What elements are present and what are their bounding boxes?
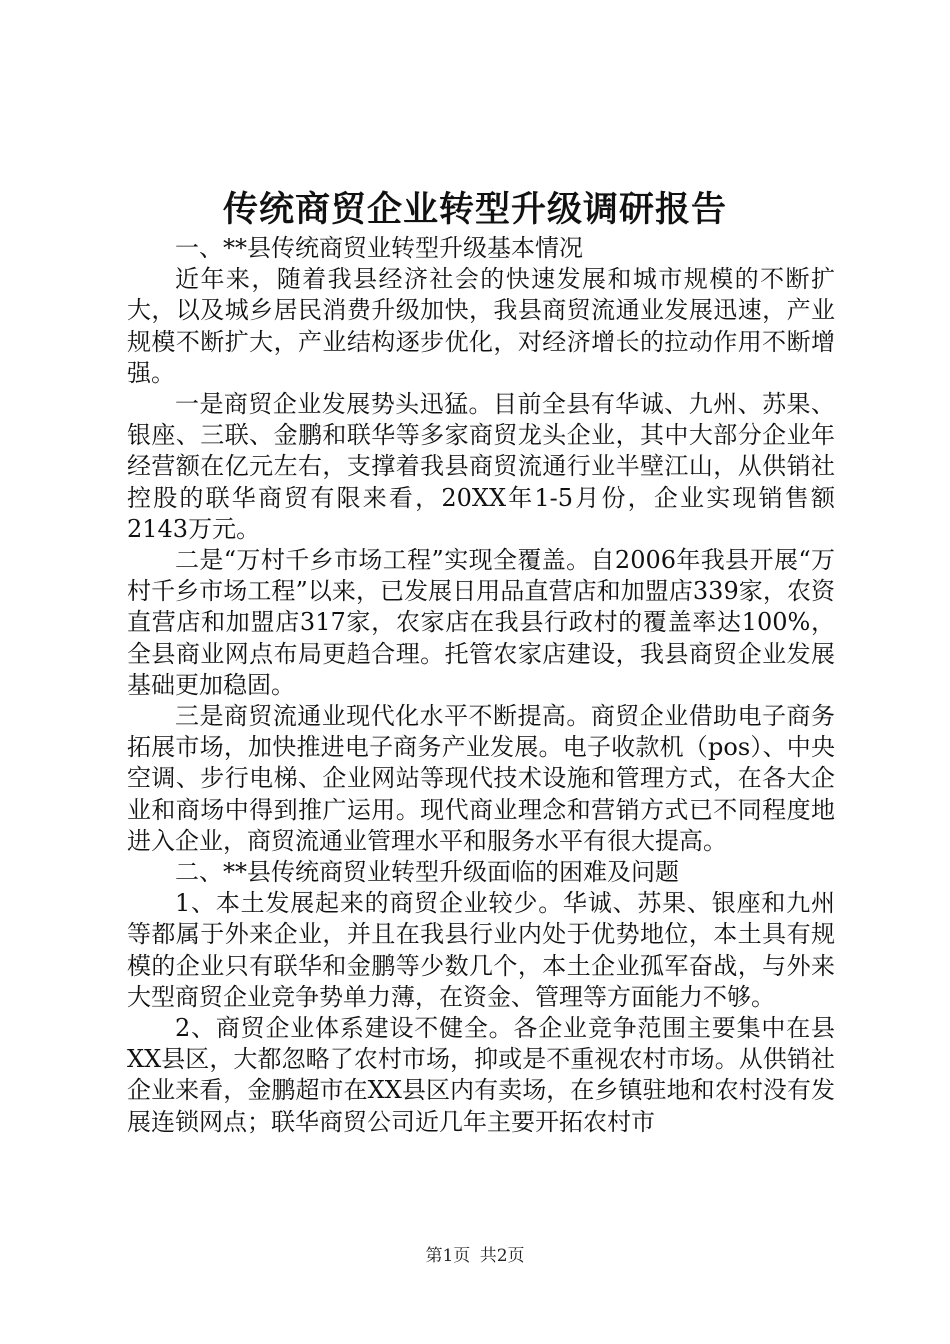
page-total: 共2页 [479, 1246, 525, 1266]
paragraph: 2、商贸企业体系建设不健全。各企业竞争范围主要集中在县XX县区，大都忽略了农村市场，抑或是不重视农村市场。从供销社企业来看，金鹏超市在XX县区内有卖场，在乡镇驻地和农村没有发展连锁网点；联华商贸公司近几年主要开拓农村市 [127, 1014, 835, 1136]
document-title: 传统商贸企业转型升级调研报告 [222, 189, 727, 230]
page-footer [0, 1244, 950, 1268]
paragraph: 一是商贸企业发展势头迅猛。目前全县有华诚、九州、苏果、银座、三联、金鹏和联华等多家商贸龙头企业，其中大部分企业年经营额在亿元左右，支撑着我县商贸流通行业半壁江山，从供销社控股的联华商贸有限来看，20XX年1-5月份，企业实现销售额2143万元。 [127, 390, 835, 543]
section-heading: 二、**县传统商贸业转型升级面临的困难及问题 [175, 858, 679, 887]
paragraph: 近年来，随着我县经济社会的快速发展和城市规模的不断扩大，以及城乡居民消费升级加快，我县商贸流通业发展迅速，产业规模不断扩大，产业结构逐步优化，对经济增长的拉动作用不断增强。 [127, 265, 835, 387]
document-body [127, 233, 835, 1138]
paragraph: 1、本土发展起来的商贸企业较少。华诚、苏果、银座和九州等都属于外来企业，并且在我县行业内处于优势地位，本土具有规模的企业只有联华和金鹏等少数几个，本土企业孤军奋战，与外来大型商贸企业竞争势单力薄，在资金、管理等方面能力不够。 [127, 889, 835, 1011]
page-number: 第1页 [425, 1246, 471, 1266]
paragraph: 三是商贸流通业现代化水平不断提高。商贸企业借助电子商务拓展市场，加快推进电子商务产业发展。电子收款机（pos）、中央空调、步行电梯、企业网站等现代技术设施和管理方式，在各大企业和商场中得到推广运用。现代商业理念和营销方式已不同程度地进入企业，商贸流通业管理水平和服务水平有很大提高。 [127, 702, 835, 855]
paragraph: 二是“万村千乡市场工程”实现全覆盖。自2006年我县开展“万村千乡市场工程”以来，已发展日用品直营店和加盟店339家，农资直营店和加盟店317家，农家店在我县行政村的覆盖率达100%，全县商业网点布局更趋合理。托管农家店建设，我县商贸企业发展基础更加稳固。 [127, 546, 835, 699]
section-heading: 一、**县传统商贸业转型升级基本情况 [175, 234, 583, 262]
